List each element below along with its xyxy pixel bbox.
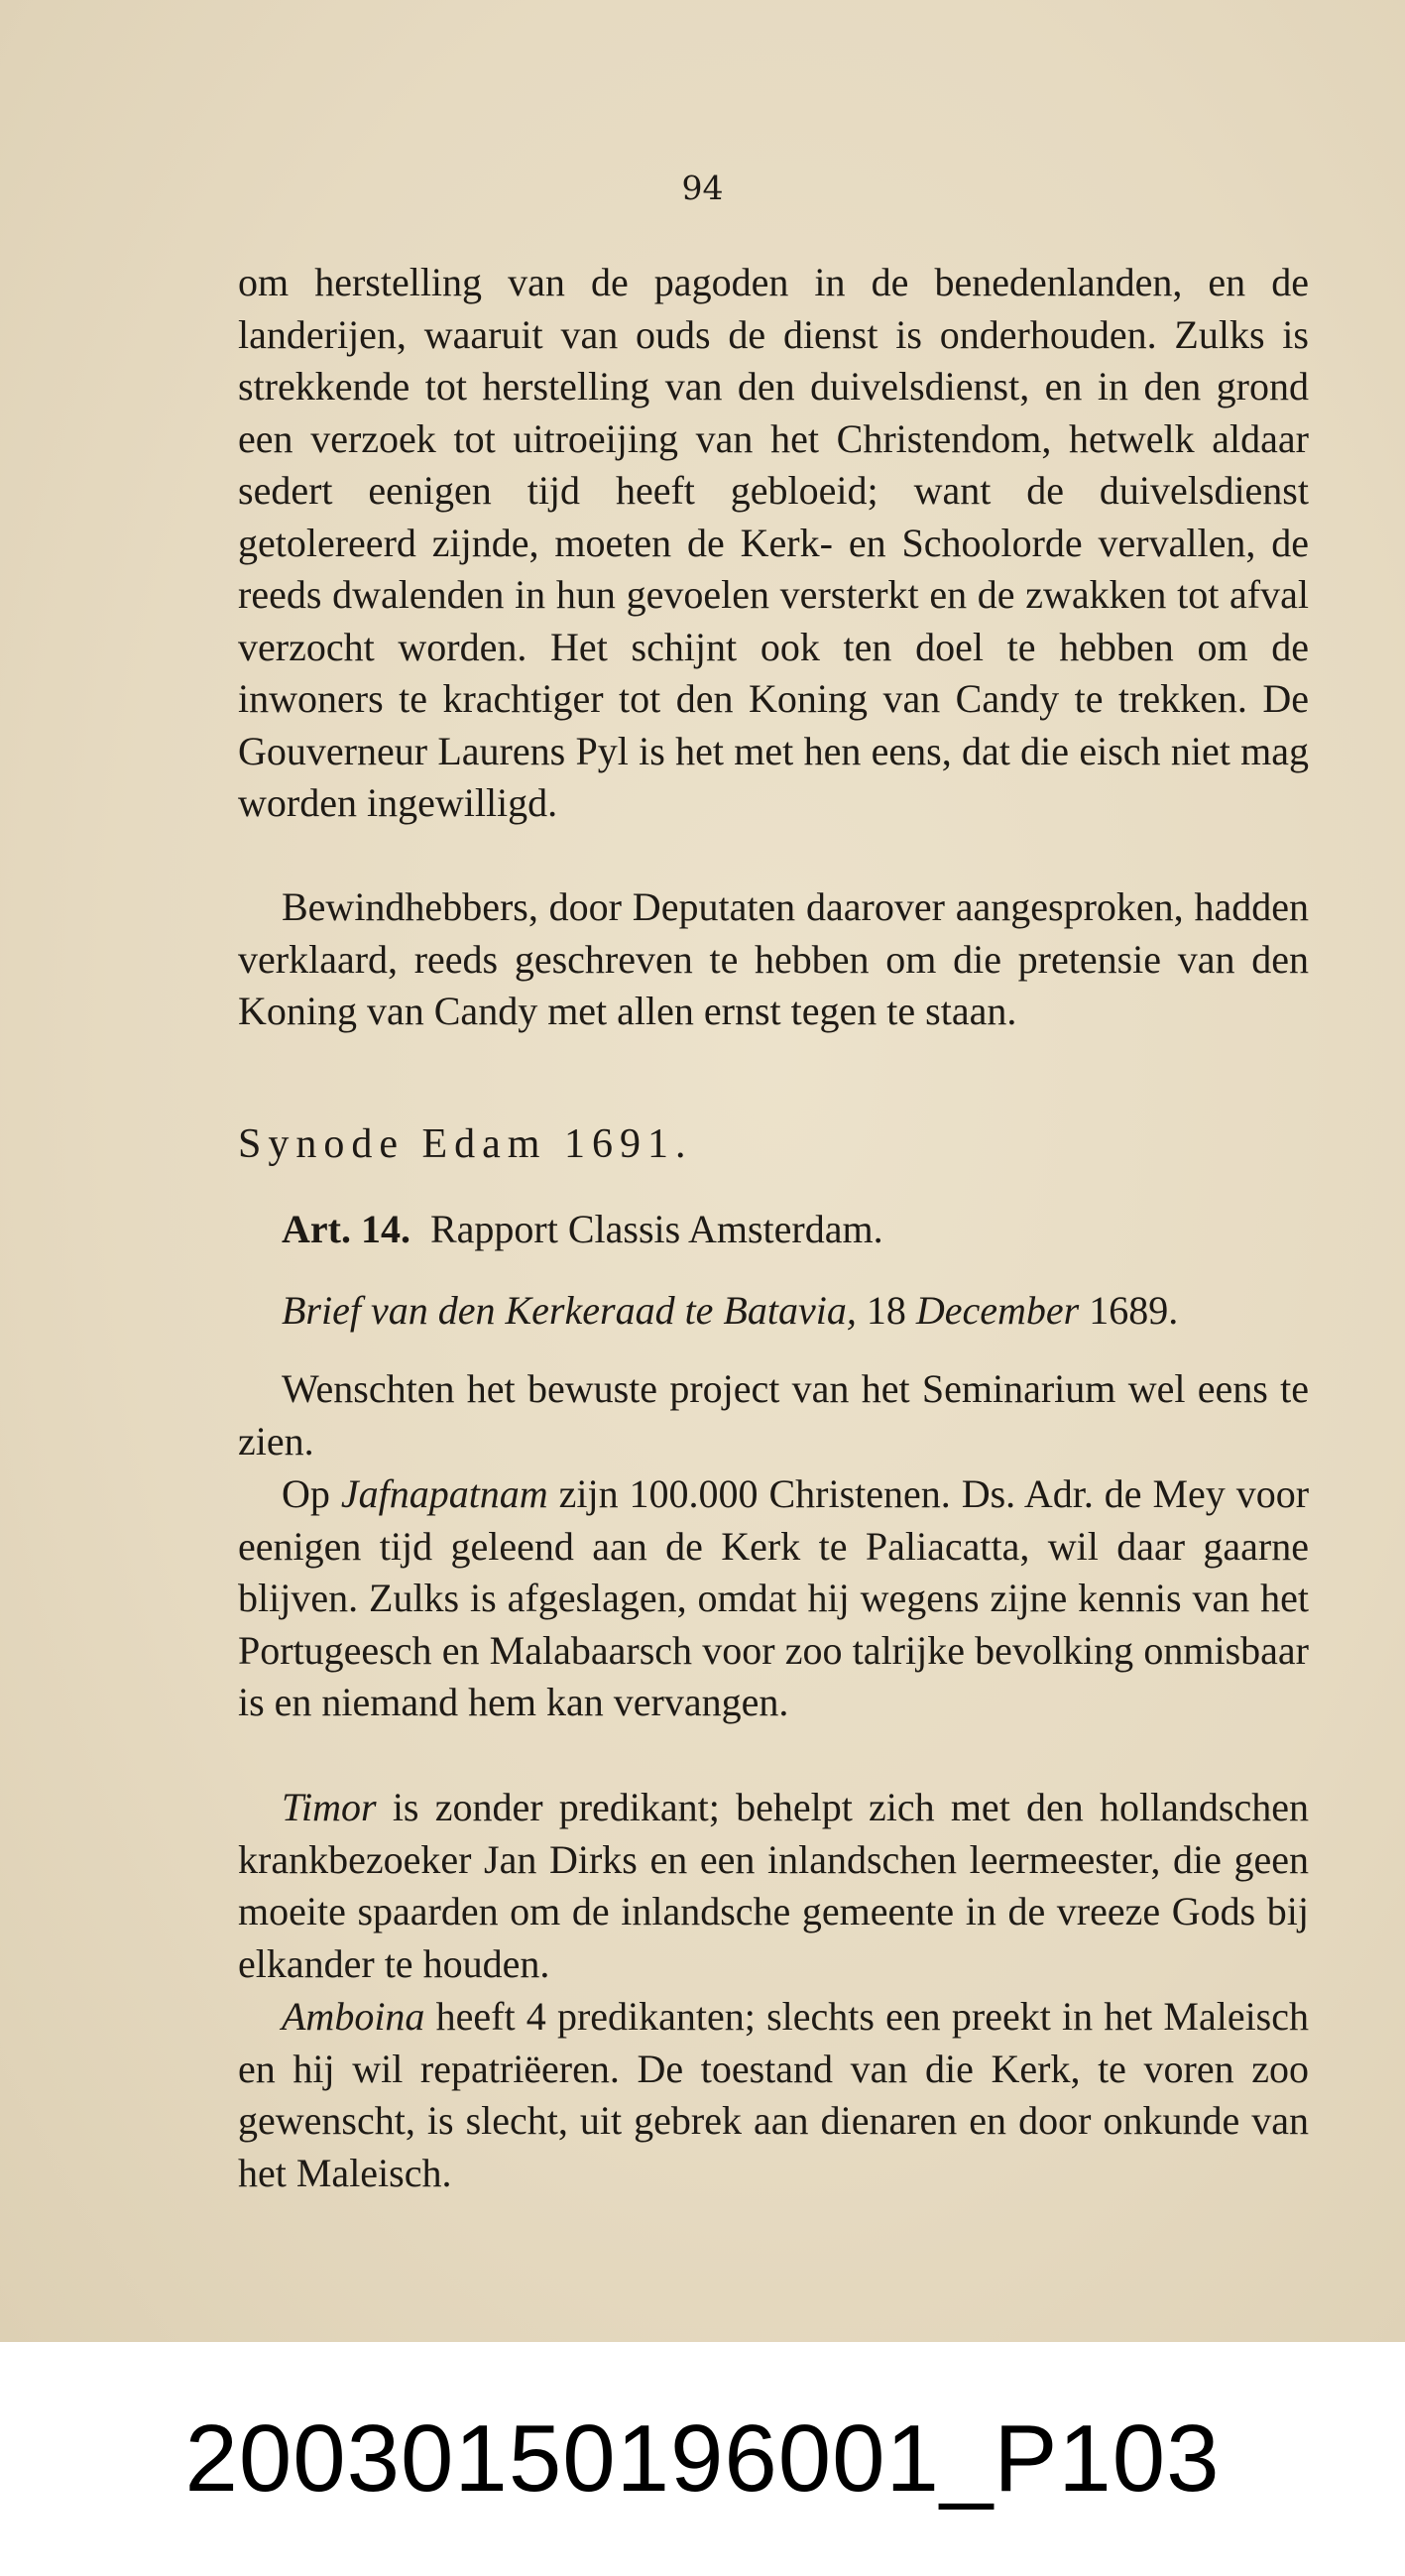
page-number: 94: [681, 169, 724, 207]
letter-heading-month: December: [915, 1288, 1080, 1333]
place-name: Jafnapatnam: [340, 1471, 548, 1516]
place-name: Timor: [282, 1785, 377, 1829]
paragraph-5: [238, 1782, 1309, 1990]
article-title: Rapport Classis Amsterdam.: [429, 1207, 883, 1251]
letter-heading-day: 18: [866, 1288, 906, 1333]
paragraph-2: [238, 881, 1309, 1038]
paragraph-text: [238, 1468, 1309, 1729]
article-number: Art. 14.: [282, 1207, 410, 1251]
paragraph-rest: is zonder predikant; behelpt zich met den hollandschen krankbezoeker Jan Dirks en een inlandschen leermeester, die geen moeite spaarden om de inlandsche gemeente in de vreeze Gods bij elkander te houden.: [238, 1785, 1309, 1986]
paragraph-6: [238, 1991, 1309, 2199]
paragraph-rest: heeft 4 predikanten; slechts een preekt in het Maleisch en hij wil repatriëeren. De toestand van die Kerk, te voren zoo gewenscht, is slecht, uit gebrek aan dienaren en door onkunde van het Maleisch.: [238, 1994, 1310, 2195]
letter-heading-year: 1689.: [1089, 1288, 1179, 1333]
paragraph-4: [238, 1468, 1309, 1729]
paragraph-lead: Op: [282, 1471, 330, 1516]
paragraph-1: [238, 257, 1309, 830]
paragraph-text: [238, 1782, 1309, 1990]
paragraph-text: Bewindhebbers, door Deputaten daarover aangesproken, hadden verklaard, reeds geschreven te hebben om die pretensie van den Koning van Candy met allen ernst tegen te staan.: [238, 884, 1309, 1033]
paragraph-text: [238, 1991, 1309, 2199]
place-name: Amboina: [282, 1994, 425, 2039]
paragraph-text: Wenschten het bewuste project van het Seminarium wel eens te zien.: [238, 1366, 1309, 1464]
scan-caption: 20030150196001_P103: [184, 2405, 1221, 2512]
letter-heading-sender: Brief van den Kerkeraad te Batavia,: [282, 1288, 857, 1333]
paragraph-rest: zijn 100.000 Christenen. Ds. Adr. de Mey voor eenigen tijd geleend aan de Kerk te Paliacatta, wil daar gaarne blijven. Zulks is afgeslagen, omdat hij wegens zijne kennis van het Portugeesch en Malabaarsch voor zoo talrijke bevolking onmisbaar is en niemand hem kan vervangen.: [238, 1471, 1310, 1724]
paragraph-text: om herstelling van de pagoden in de benedenlanden, en de landerijen, waaruit van ouds de dienst is onderhouden. Zulks is strekkende tot herstelling van den duivelsdienst, en in den grond een verzoek tot uitroeijing van het Christendom, hetwelk aldaar sedert eenigen tijd heeft gebloeid; want de duivelsdienst getolereerd zijnde, moeten de Kerk- en Schoolorde vervallen, de reeds dwalenden in hun gevoelen versterkt en de zwakken tot afval verzocht worden. Het schijnt ook ten doel te hebben om de inwoners te krachtiger tot den Koning van Candy te trekken. De Gouverneur Laurens Pyl is het met hen eens, dat die eisch niet mag worden ingewilligd.: [238, 260, 1309, 825]
section-heading: Synode Edam 1691.: [238, 1121, 693, 1167]
paragraph-3: [238, 1363, 1309, 1467]
article-heading: [282, 1206, 883, 1252]
letter-heading: [282, 1287, 1309, 1334]
